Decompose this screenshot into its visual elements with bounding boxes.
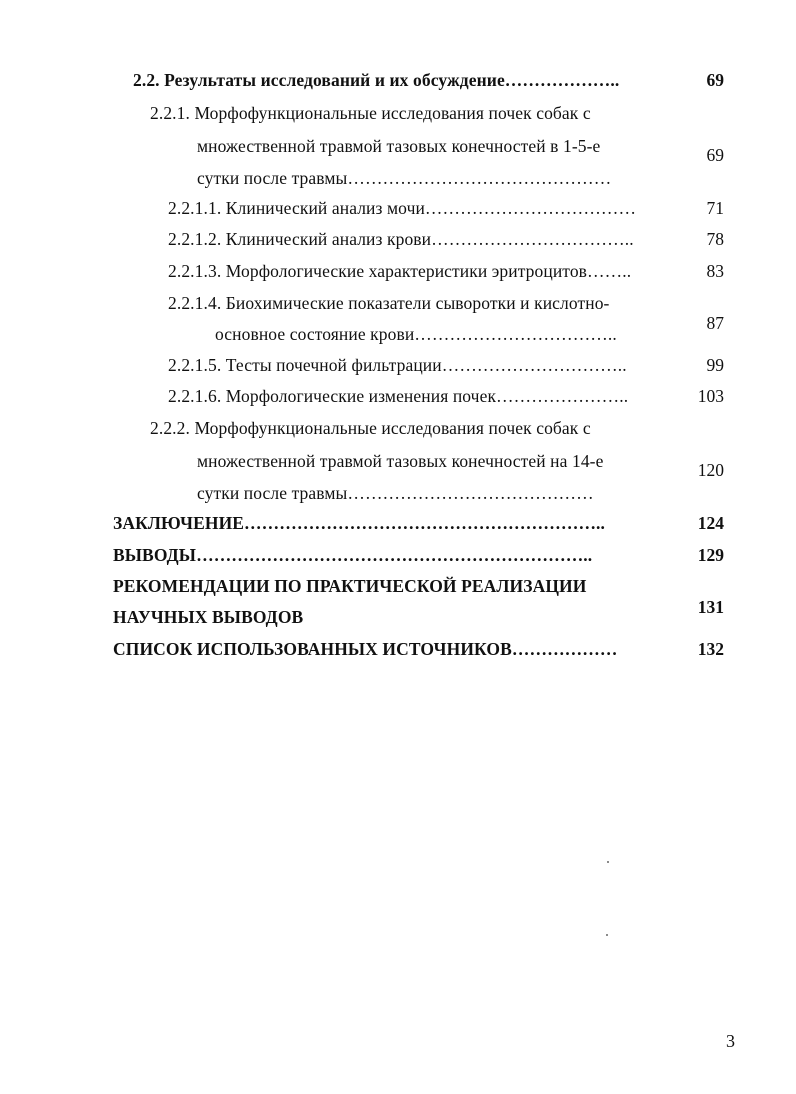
toc-entry-references-title: СПИСОК ИСПОЛЬЗОВАННЫХ ИСТОЧНИКОВ……………… xyxy=(113,639,618,659)
toc-entry-findings-title: ВЫВОДЫ………………………………………………………….. xyxy=(113,545,593,565)
toc-entry-2-2-2-line3: сутки после травмы…………………………………… xyxy=(197,483,594,503)
toc-entry-2-2-1-1-title: 2.2.1.1. Клинический анализ мочи……………………………… xyxy=(168,198,637,218)
toc-entry-recommendations-line1: РЕКОМЕНДАЦИИ ПО ПРАКТИЧЕСКОЙ РЕАЛИЗАЦИИ xyxy=(113,576,587,596)
toc-entry-2-2-1-line3: сутки после травмы……………………………………… xyxy=(197,168,612,188)
toc-entry-2-2-1-4-line1: 2.2.1.4. Биохимические показатели сыворотки и кислотно- xyxy=(168,293,610,313)
toc-entry-2-2-1-page: 69 xyxy=(706,145,724,165)
toc-entry-2-2-1-2-title: 2.2.1.2. Клинический анализ крови…………………………….. xyxy=(168,229,634,249)
toc-entry-2-2-1-5-title: 2.2.1.5. Тесты почечной фильтрации………………………….. xyxy=(168,355,627,375)
page-number: 3 xyxy=(726,1031,735,1051)
toc-entry-2-2-1-3-title: 2.2.1.3. Морфологические характеристики эритроцитов…….. xyxy=(168,261,632,281)
toc-entry-2-2-2-line1: 2.2.2. Морфофункциональные исследования почек собак с xyxy=(150,418,591,438)
toc-entry-2-2-1-line1: 2.2.1. Морфофункциональные исследования почек собак с xyxy=(150,103,591,123)
toc-entry-2-2-1-6-page: 103 xyxy=(697,386,724,406)
scan-speck xyxy=(606,934,608,936)
toc-entry-recommendations-line2: НАУЧНЫХ ВЫВОДОВ xyxy=(113,607,304,627)
toc-entry-conclusion-title: ЗАКЛЮЧЕНИЕ…………………………………………………….. xyxy=(113,513,606,533)
toc-entry-2-2-2-page: 120 xyxy=(697,460,724,480)
toc-entry-2-2-1-4-line2: основное состояние крови…………………………….. xyxy=(215,324,617,344)
toc-entry-2-2-1-5-page: 99 xyxy=(706,355,724,375)
toc-entry-references-page: 132 xyxy=(697,639,724,659)
toc-entry-2-2-1-line2: множественной травмой тазовых конечностей в 1-5-е xyxy=(197,136,601,156)
toc-entry-findings-page: 129 xyxy=(697,545,724,565)
toc-entry-conclusion-page: 124 xyxy=(697,513,724,533)
scan-speck xyxy=(607,861,609,863)
toc-entry-2-2-1-3-page: 83 xyxy=(706,261,724,281)
toc-entry-2-2-1-2-page: 78 xyxy=(706,229,724,249)
toc-entry-recommendations-page: 131 xyxy=(697,597,724,617)
toc-entry-2-2-1-6-title: 2.2.1.6. Морфологические изменения почек………………….. xyxy=(168,386,629,406)
toc-entry-2-2-2-line2: множественной травмой тазовых конечностей на 14-е xyxy=(197,451,604,471)
toc-entry-2-2-title: 2.2. Результаты исследований и их обсуждение……………….. xyxy=(133,70,620,90)
toc-entry-2-2-1-4-page: 87 xyxy=(706,313,724,333)
toc-entry-2-2-page: 69 xyxy=(706,70,724,90)
toc-entry-2-2-1-1-page: 71 xyxy=(706,198,724,218)
